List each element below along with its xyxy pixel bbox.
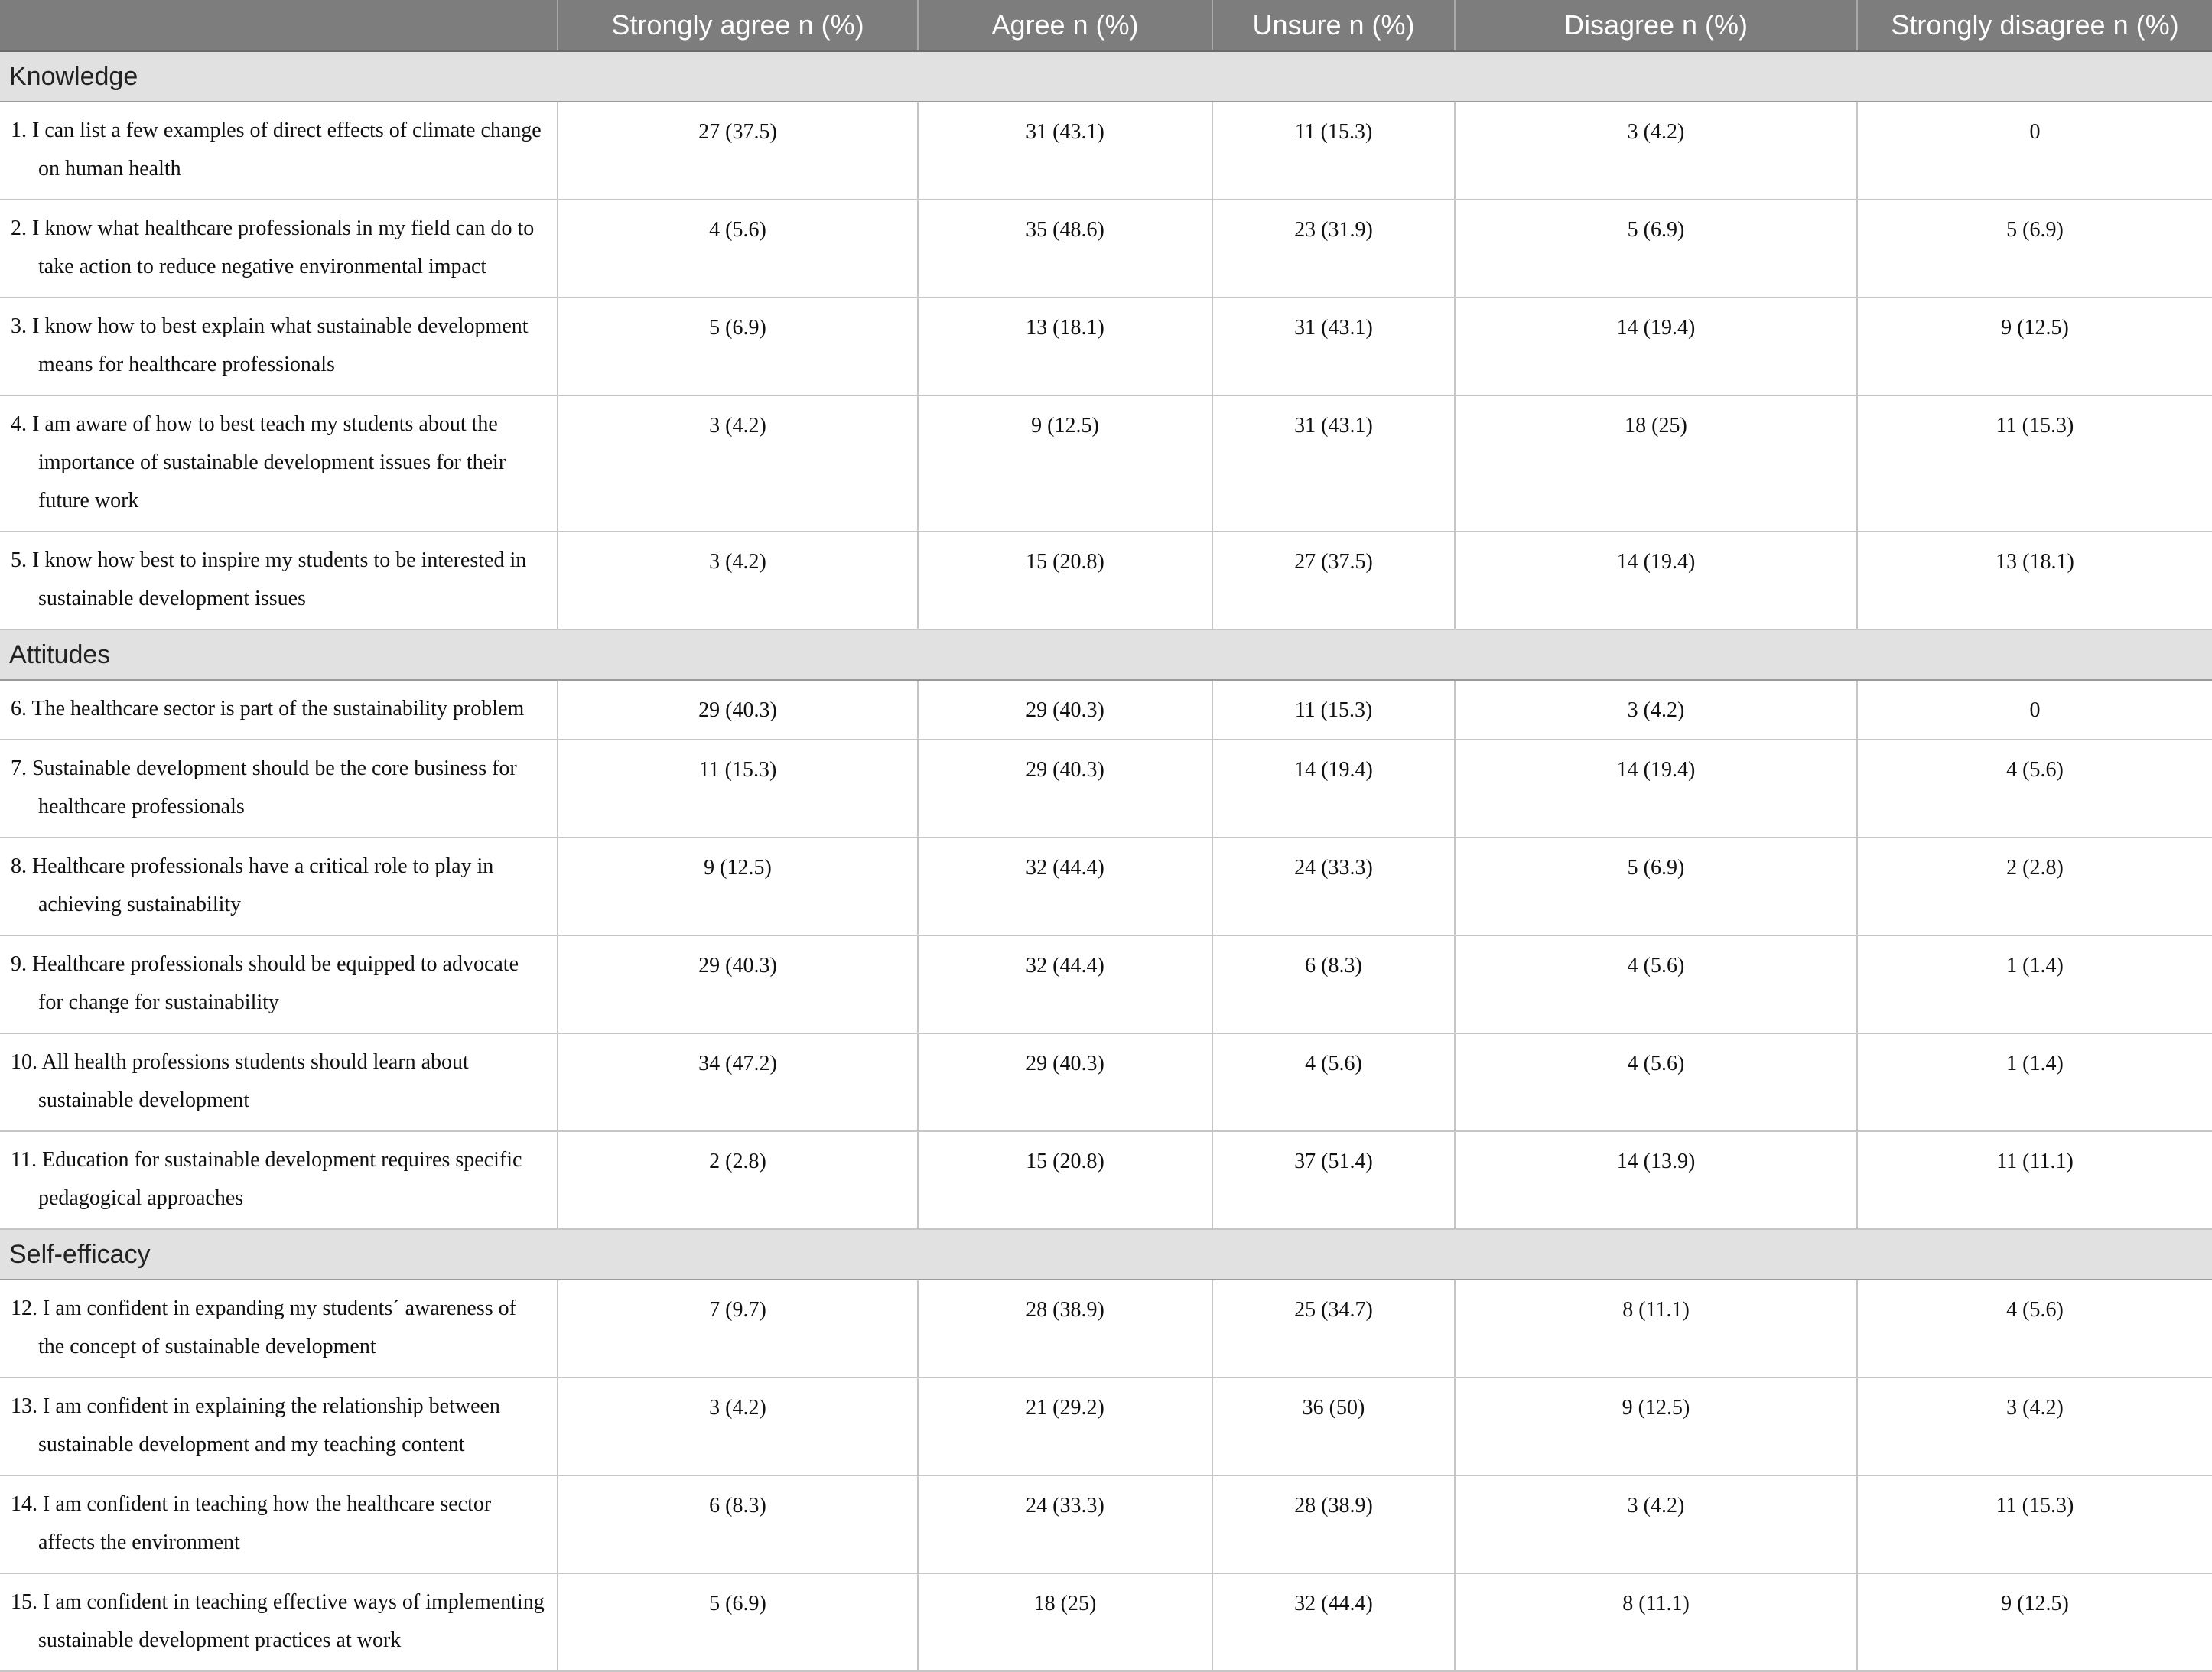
item-cell (0, 1475, 558, 1573)
value-cell-strongly-agree: 27 (37.5) (558, 102, 918, 200)
table-row (0, 1378, 2212, 1475)
section-title: Knowledge (0, 51, 2212, 102)
value-cell-agree: 32 (44.4) (918, 935, 1212, 1033)
item-cell (0, 395, 558, 532)
value-cell-agree: 32 (44.4) (918, 838, 1212, 935)
item-statement: 1. I can list a few examples of direct effects of climate change on human health (11, 119, 542, 181)
value-cell-agree: 28 (38.9) (918, 1280, 1212, 1378)
section-title: Self-efficacy (0, 1229, 2212, 1280)
value-cell-disagree: 14 (19.4) (1455, 532, 1857, 629)
table-row (0, 395, 2212, 532)
value-cell-strongly-disagree: 11 (15.3) (1857, 395, 2212, 532)
value-cell-disagree: 8 (11.1) (1455, 1573, 1857, 1671)
value-cell-unsure: 11 (15.3) (1212, 680, 1455, 740)
value-cell-agree: 18 (25) (918, 1573, 1212, 1671)
value-cell-disagree: 3 (4.2) (1455, 102, 1857, 200)
item-cell (0, 200, 558, 298)
value-cell-agree: 9 (12.5) (918, 395, 1212, 532)
item-statement: 14. I am confident in teaching how the healthcare sector affects the environment (11, 1492, 492, 1554)
header-unsure: Unsure n (%) (1212, 0, 1455, 51)
value-cell-disagree: 14 (19.4) (1455, 740, 1857, 838)
item-statement: 2. I know what healthcare professionals in my field can do to take action to reduce negative environmental impact (11, 216, 535, 278)
value-cell-unsure: 14 (19.4) (1212, 740, 1455, 838)
value-cell-disagree: 5 (6.9) (1455, 838, 1857, 935)
item-cell (0, 740, 558, 838)
table-row (0, 935, 2212, 1033)
item-statement: 5. I know how best to inspire my students to be interested in sustainable development issues (11, 548, 527, 610)
value-cell-disagree: 4 (5.6) (1455, 1033, 1857, 1131)
value-cell-strongly-disagree: 5 (6.9) (1857, 200, 2212, 298)
value-cell-strongly-agree: 29 (40.3) (558, 680, 918, 740)
item-statement: 11. Education for sustainable development requires specific pedagogical approaches (11, 1148, 522, 1210)
item-statement: 10. All health professions students should learn about sustainable development (11, 1050, 469, 1112)
value-cell-strongly-disagree: 1 (1.4) (1857, 935, 2212, 1033)
value-cell-strongly-agree: 5 (6.9) (558, 298, 918, 395)
table-row (0, 200, 2212, 298)
section-header-row (0, 629, 2212, 680)
item-cell (0, 532, 558, 629)
section-header-row (0, 1229, 2212, 1280)
value-cell-strongly-agree: 11 (15.3) (558, 740, 918, 838)
table-row (0, 680, 2212, 740)
table-row (0, 838, 2212, 935)
item-cell (0, 838, 558, 935)
value-cell-agree: 29 (40.3) (918, 680, 1212, 740)
value-cell-strongly-agree: 3 (4.2) (558, 1378, 918, 1475)
item-statement: 4. I am aware of how to best teach my students about the importance of sustainable development issues for their future work (11, 412, 506, 512)
value-cell-disagree: 3 (4.2) (1455, 1475, 1857, 1573)
value-cell-agree: 24 (33.3) (918, 1475, 1212, 1573)
value-cell-agree: 29 (40.3) (918, 1033, 1212, 1131)
value-cell-strongly-disagree: 3 (4.2) (1857, 1378, 2212, 1475)
value-cell-strongly-disagree: 11 (15.3) (1857, 1475, 2212, 1573)
item-statement: 13. I am confident in explaining the relationship between sustainable development and my teaching content (11, 1394, 500, 1456)
value-cell-disagree: 14 (19.4) (1455, 298, 1857, 395)
value-cell-agree: 31 (43.1) (918, 102, 1212, 200)
item-cell (0, 935, 558, 1033)
value-cell-disagree: 4 (5.6) (1455, 935, 1857, 1033)
value-cell-unsure: 25 (34.7) (1212, 1280, 1455, 1378)
item-statement: 9. Healthcare professionals should be equipped to advocate for change for sustainability (11, 952, 519, 1014)
value-cell-strongly-disagree: 9 (12.5) (1857, 1573, 2212, 1671)
value-cell-strongly-disagree: 4 (5.6) (1857, 740, 2212, 838)
value-cell-unsure: 32 (44.4) (1212, 1573, 1455, 1671)
value-cell-unsure: 31 (43.1) (1212, 395, 1455, 532)
table-row (0, 1131, 2212, 1229)
value-cell-agree: 15 (20.8) (918, 1131, 1212, 1229)
value-cell-strongly-agree: 29 (40.3) (558, 935, 918, 1033)
item-cell (0, 1131, 558, 1229)
table-row (0, 1475, 2212, 1573)
table-row (0, 740, 2212, 838)
item-cell (0, 1033, 558, 1131)
section-header-row (0, 51, 2212, 102)
value-cell-strongly-agree: 2 (2.8) (558, 1131, 918, 1229)
value-cell-agree: 21 (29.2) (918, 1378, 1212, 1475)
value-cell-unsure: 28 (38.9) (1212, 1475, 1455, 1573)
table-body (0, 51, 2212, 1671)
item-statement: 6. The healthcare sector is part of the sustainability problem (11, 697, 525, 721)
value-cell-disagree: 18 (25) (1455, 395, 1857, 532)
value-cell-unsure: 36 (50) (1212, 1378, 1455, 1475)
value-cell-strongly-agree: 5 (6.9) (558, 1573, 918, 1671)
table-row (0, 102, 2212, 200)
value-cell-unsure: 24 (33.3) (1212, 838, 1455, 935)
section-title: Attitudes (0, 629, 2212, 680)
value-cell-unsure: 37 (51.4) (1212, 1131, 1455, 1229)
value-cell-unsure: 4 (5.6) (1212, 1033, 1455, 1131)
value-cell-strongly-agree: 3 (4.2) (558, 395, 918, 532)
value-cell-unsure: 31 (43.1) (1212, 298, 1455, 395)
item-cell (0, 1573, 558, 1671)
value-cell-agree: 35 (48.6) (918, 200, 1212, 298)
value-cell-unsure: 27 (37.5) (1212, 532, 1455, 629)
header-agree: Agree n (%) (918, 0, 1212, 51)
value-cell-strongly-agree: 4 (5.6) (558, 200, 918, 298)
value-cell-strongly-disagree: 0 (1857, 102, 2212, 200)
value-cell-unsure: 6 (8.3) (1212, 935, 1455, 1033)
value-cell-strongly-agree: 9 (12.5) (558, 838, 918, 935)
value-cell-strongly-disagree: 1 (1.4) (1857, 1033, 2212, 1131)
value-cell-agree: 29 (40.3) (918, 740, 1212, 838)
value-cell-strongly-agree: 3 (4.2) (558, 532, 918, 629)
item-statement: 3. I know how to best explain what sustainable development means for healthcare professionals (11, 314, 529, 376)
item-statement: 15. I am confident in teaching effective ways of implementing sustainable development practices at work (11, 1590, 545, 1652)
item-statement: 8. Healthcare professionals have a critical role to play in achieving sustainability (11, 854, 494, 916)
header-item-column (0, 0, 558, 51)
value-cell-disagree: 3 (4.2) (1455, 680, 1857, 740)
value-cell-disagree: 5 (6.9) (1455, 200, 1857, 298)
item-cell (0, 102, 558, 200)
table-row (0, 1280, 2212, 1378)
item-cell (0, 1280, 558, 1378)
value-cell-strongly-agree: 6 (8.3) (558, 1475, 918, 1573)
table-row (0, 532, 2212, 629)
value-cell-strongly-disagree: 4 (5.6) (1857, 1280, 2212, 1378)
header-disagree: Disagree n (%) (1455, 0, 1857, 51)
value-cell-strongly-disagree: 11 (11.1) (1857, 1131, 2212, 1229)
value-cell-unsure: 11 (15.3) (1212, 102, 1455, 200)
value-cell-strongly-disagree: 13 (18.1) (1857, 532, 2212, 629)
value-cell-agree: 15 (20.8) (918, 532, 1212, 629)
item-cell (0, 298, 558, 395)
item-cell (0, 1378, 558, 1475)
value-cell-strongly-disagree: 0 (1857, 680, 2212, 740)
item-statement: 7. Sustainable development should be the core business for healthcare professionals (11, 756, 517, 818)
value-cell-unsure: 23 (31.9) (1212, 200, 1455, 298)
table-header (0, 0, 2212, 51)
header-strongly-disagree: Strongly disagree n (%) (1857, 0, 2212, 51)
value-cell-strongly-disagree: 9 (12.5) (1857, 298, 2212, 395)
value-cell-disagree: 8 (11.1) (1455, 1280, 1857, 1378)
value-cell-disagree: 9 (12.5) (1455, 1378, 1857, 1475)
table-row (0, 1573, 2212, 1671)
table-row (0, 1033, 2212, 1131)
header-strongly-agree: Strongly agree n (%) (558, 0, 918, 51)
value-cell-agree: 13 (18.1) (918, 298, 1212, 395)
table-row (0, 298, 2212, 395)
header-row (0, 0, 2212, 51)
item-statement: 12. I am confident in expanding my students´ awareness of the concept of sustainable development (11, 1296, 516, 1358)
value-cell-disagree: 14 (13.9) (1455, 1131, 1857, 1229)
value-cell-strongly-disagree: 2 (2.8) (1857, 838, 2212, 935)
value-cell-strongly-agree: 34 (47.2) (558, 1033, 918, 1131)
value-cell-strongly-agree: 7 (9.7) (558, 1280, 918, 1378)
item-cell (0, 680, 558, 740)
